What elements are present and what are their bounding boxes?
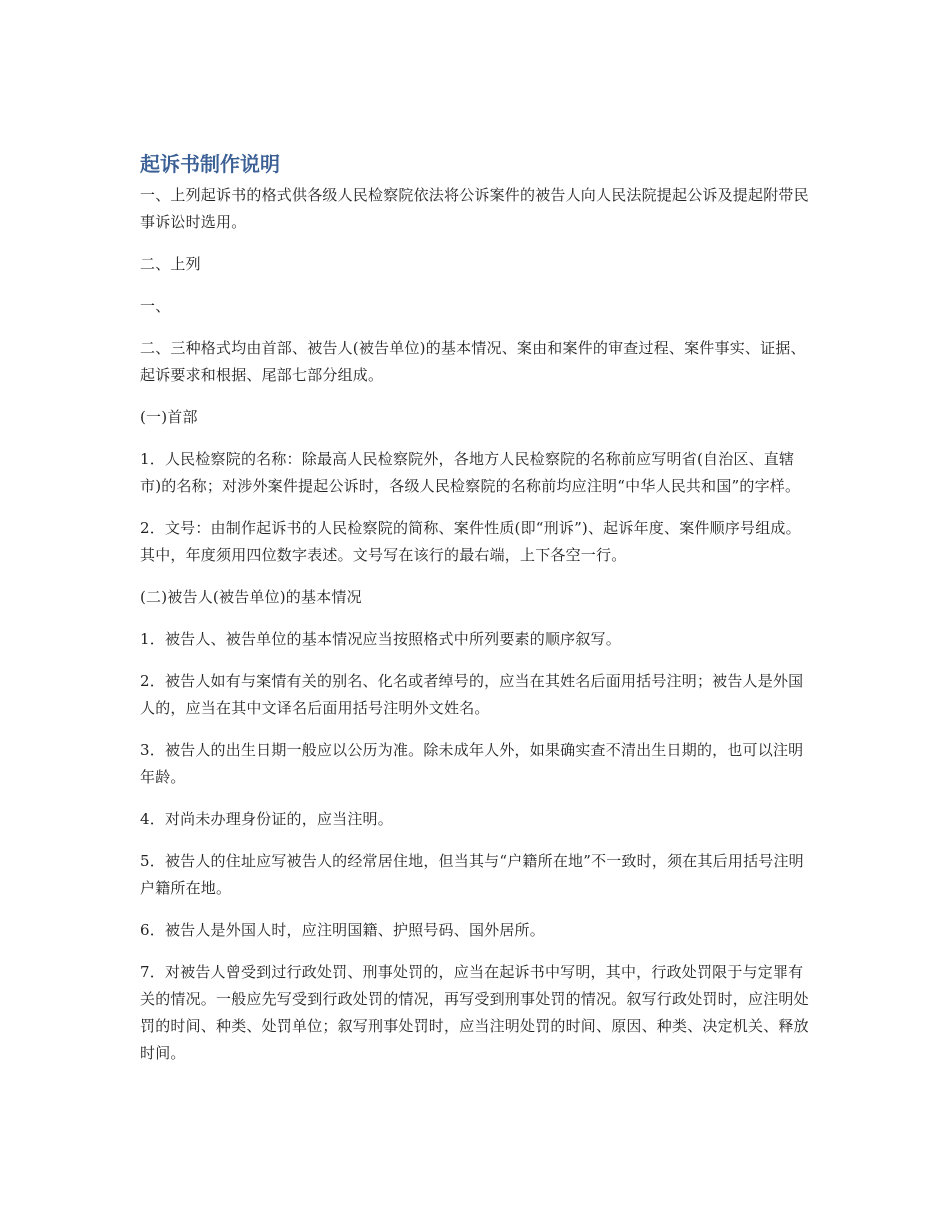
paragraph-document-number: 2．文号：由制作起诉书的人民检察院的简称、案件性质(即“刑诉”)、起诉年度、案件顺序号组成。其中，年度须用四位数字表述。文号写在该行的最右端，上下各空一行。 bbox=[140, 519, 801, 564]
paragraph-defendant-3: 3．被告人的出生日期一般应以公历为准。除未成年人外，如果确实查不清出生日期的，也可以注明年龄。 bbox=[140, 741, 804, 786]
paragraph-defendant-5: 5．被告人的住址应写被告人的经常居住地，但当其与“户籍所在地”不一致时，须在其后用括号注明户籍所在地。 bbox=[140, 852, 804, 897]
paragraph-defendant-1: 1．被告人、被告单位的基本情况应当按照格式中所列要素的顺序叙写。 bbox=[140, 630, 621, 648]
paragraph-4: 二、三种格式均由首部、被告人(被告单位)的基本情况、案由和案件的审查过程、案件事实、证据、起诉要求和根据、尾部七部分组成。 bbox=[140, 339, 806, 384]
section-heading-defendant-info: (二)被告人(被告单位)的基本情况 bbox=[140, 588, 362, 606]
paragraph-defendant-6: 6．被告人是外国人时，应注明国籍、护照号码、国外居所。 bbox=[140, 921, 545, 939]
paragraph-defendant-7: 7．对被告人曾受到过行政处罚、刑事处罚的，应当在起诉书中写明，其中，行政处罚限于与定罪有关的情况。一般应先写受到行政处罚的情况，再写受到刑事处罚的情况。叙写行政处罚时，应注明处罚的时间、种类、处罚单位；叙写刑事处罚时，应当注明处罚的时间、原因、种类、决定机关、释放时间。 bbox=[140, 963, 809, 1062]
paragraph-defendant-4: 4．对尚未办理身份证的，应当注明。 bbox=[140, 810, 393, 828]
paragraph-1: 一、上列起诉书的格式供各级人民检察院依法将公诉案件的被告人向人民法院提起公诉及提起附带民事诉讼时选用。 bbox=[140, 186, 809, 231]
paragraph-defendant-2: 2．被告人如有与案情有关的别名、化名或者绰号的，应当在其姓名后面用括号注明；被告人是外国人的，应当在其中文译名后面用括号注明外文姓名。 bbox=[140, 672, 804, 717]
document-page bbox=[140, 150, 812, 1082]
paragraph-2: 二、上列 bbox=[140, 255, 201, 273]
paragraph-procuratorate-name: 1．人民检察院的名称：除最高人民检察院外，各地方人民检察院的名称前应写明省(自治区、直辖市)的名称；对涉外案件提起公诉时，各级人民检察院的名称前均应注明“中华人民共和国”的字样。 bbox=[140, 450, 801, 495]
paragraph-3: 一、 bbox=[140, 297, 171, 315]
document-title: 起诉书制作说明 bbox=[140, 152, 280, 176]
section-heading-header: (一)首部 bbox=[140, 408, 198, 426]
